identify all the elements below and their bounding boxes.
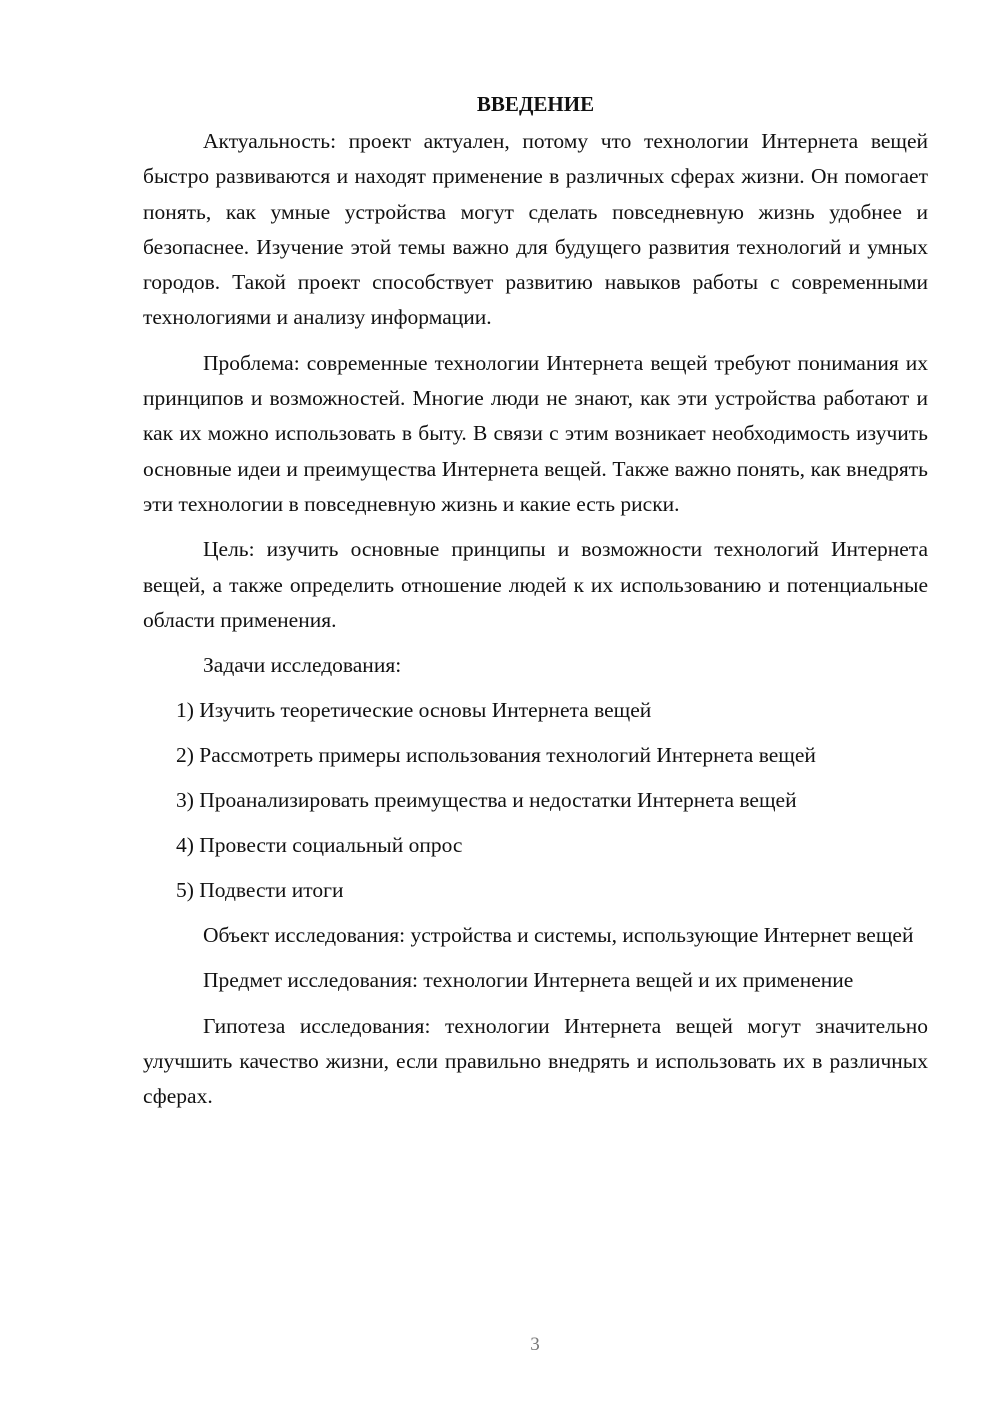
subject-paragraph: Предмет исследования: технологии Интернета вещей и их применение <box>203 968 854 993</box>
hypothesis-paragraph: Гипотеза исследования: технологии Интернета вещей могут значительно улучшить качество жизни, если правильно внедрять и использовать их в различных сферах. <box>143 1013 928 1109</box>
section-title: ВВЕДЕНИЕ <box>476 92 595 116</box>
relevance-paragraph: Актуальность: проект актуален, потому что технологии Интернета вещей быстро развиваются и находят применение в различных сферах жизни. Он помогает понять, как умные устройства могут сделать повседневную жизнь удобнее и безопаснее. Изучение этой темы важно для будущего развития технологий и умных городов. Такой проект способствует развитию навыков работы с современными технологиями и анализу информации. <box>143 129 928 330</box>
task-item: 3) Проанализировать преимущества и недостатки Интернета вещей <box>176 788 797 813</box>
object-paragraph: Объект исследования: устройства и системы, использующие Интернет вещей <box>203 923 914 948</box>
tasks-heading: Задачи исследования: <box>203 653 402 678</box>
task-item: 2) Рассмотреть примеры использования технологий Интернета вещей <box>176 743 816 768</box>
task-item: 5) Подвести итоги <box>176 878 344 903</box>
task-list <box>143 693 928 908</box>
page-number: 3 <box>530 1334 540 1355</box>
task-item: 4) Провести социальный опрос <box>176 833 463 858</box>
document-page <box>143 90 928 1125</box>
goal-paragraph: Цель: изучить основные принципы и возможности технологий Интернета вещей, а также определить отношение людей к их использованию и потенциальные области применения. <box>143 537 928 632</box>
task-item: 1) Изучить теоретические основы Интернета вещей <box>176 698 652 723</box>
problem-paragraph: Проблема: современные технологии Интернета вещей требуют понимания их принципов и возможностей. Многие люди не знают, как эти устройства работают и как их можно использовать в быту. В связи с этим возникает необходимость изучить основные идеи и преимущества Интернета вещей. Также важно понять, как внедрять эти технологии в повседневную жизнь и какие есть риски. <box>143 350 928 516</box>
